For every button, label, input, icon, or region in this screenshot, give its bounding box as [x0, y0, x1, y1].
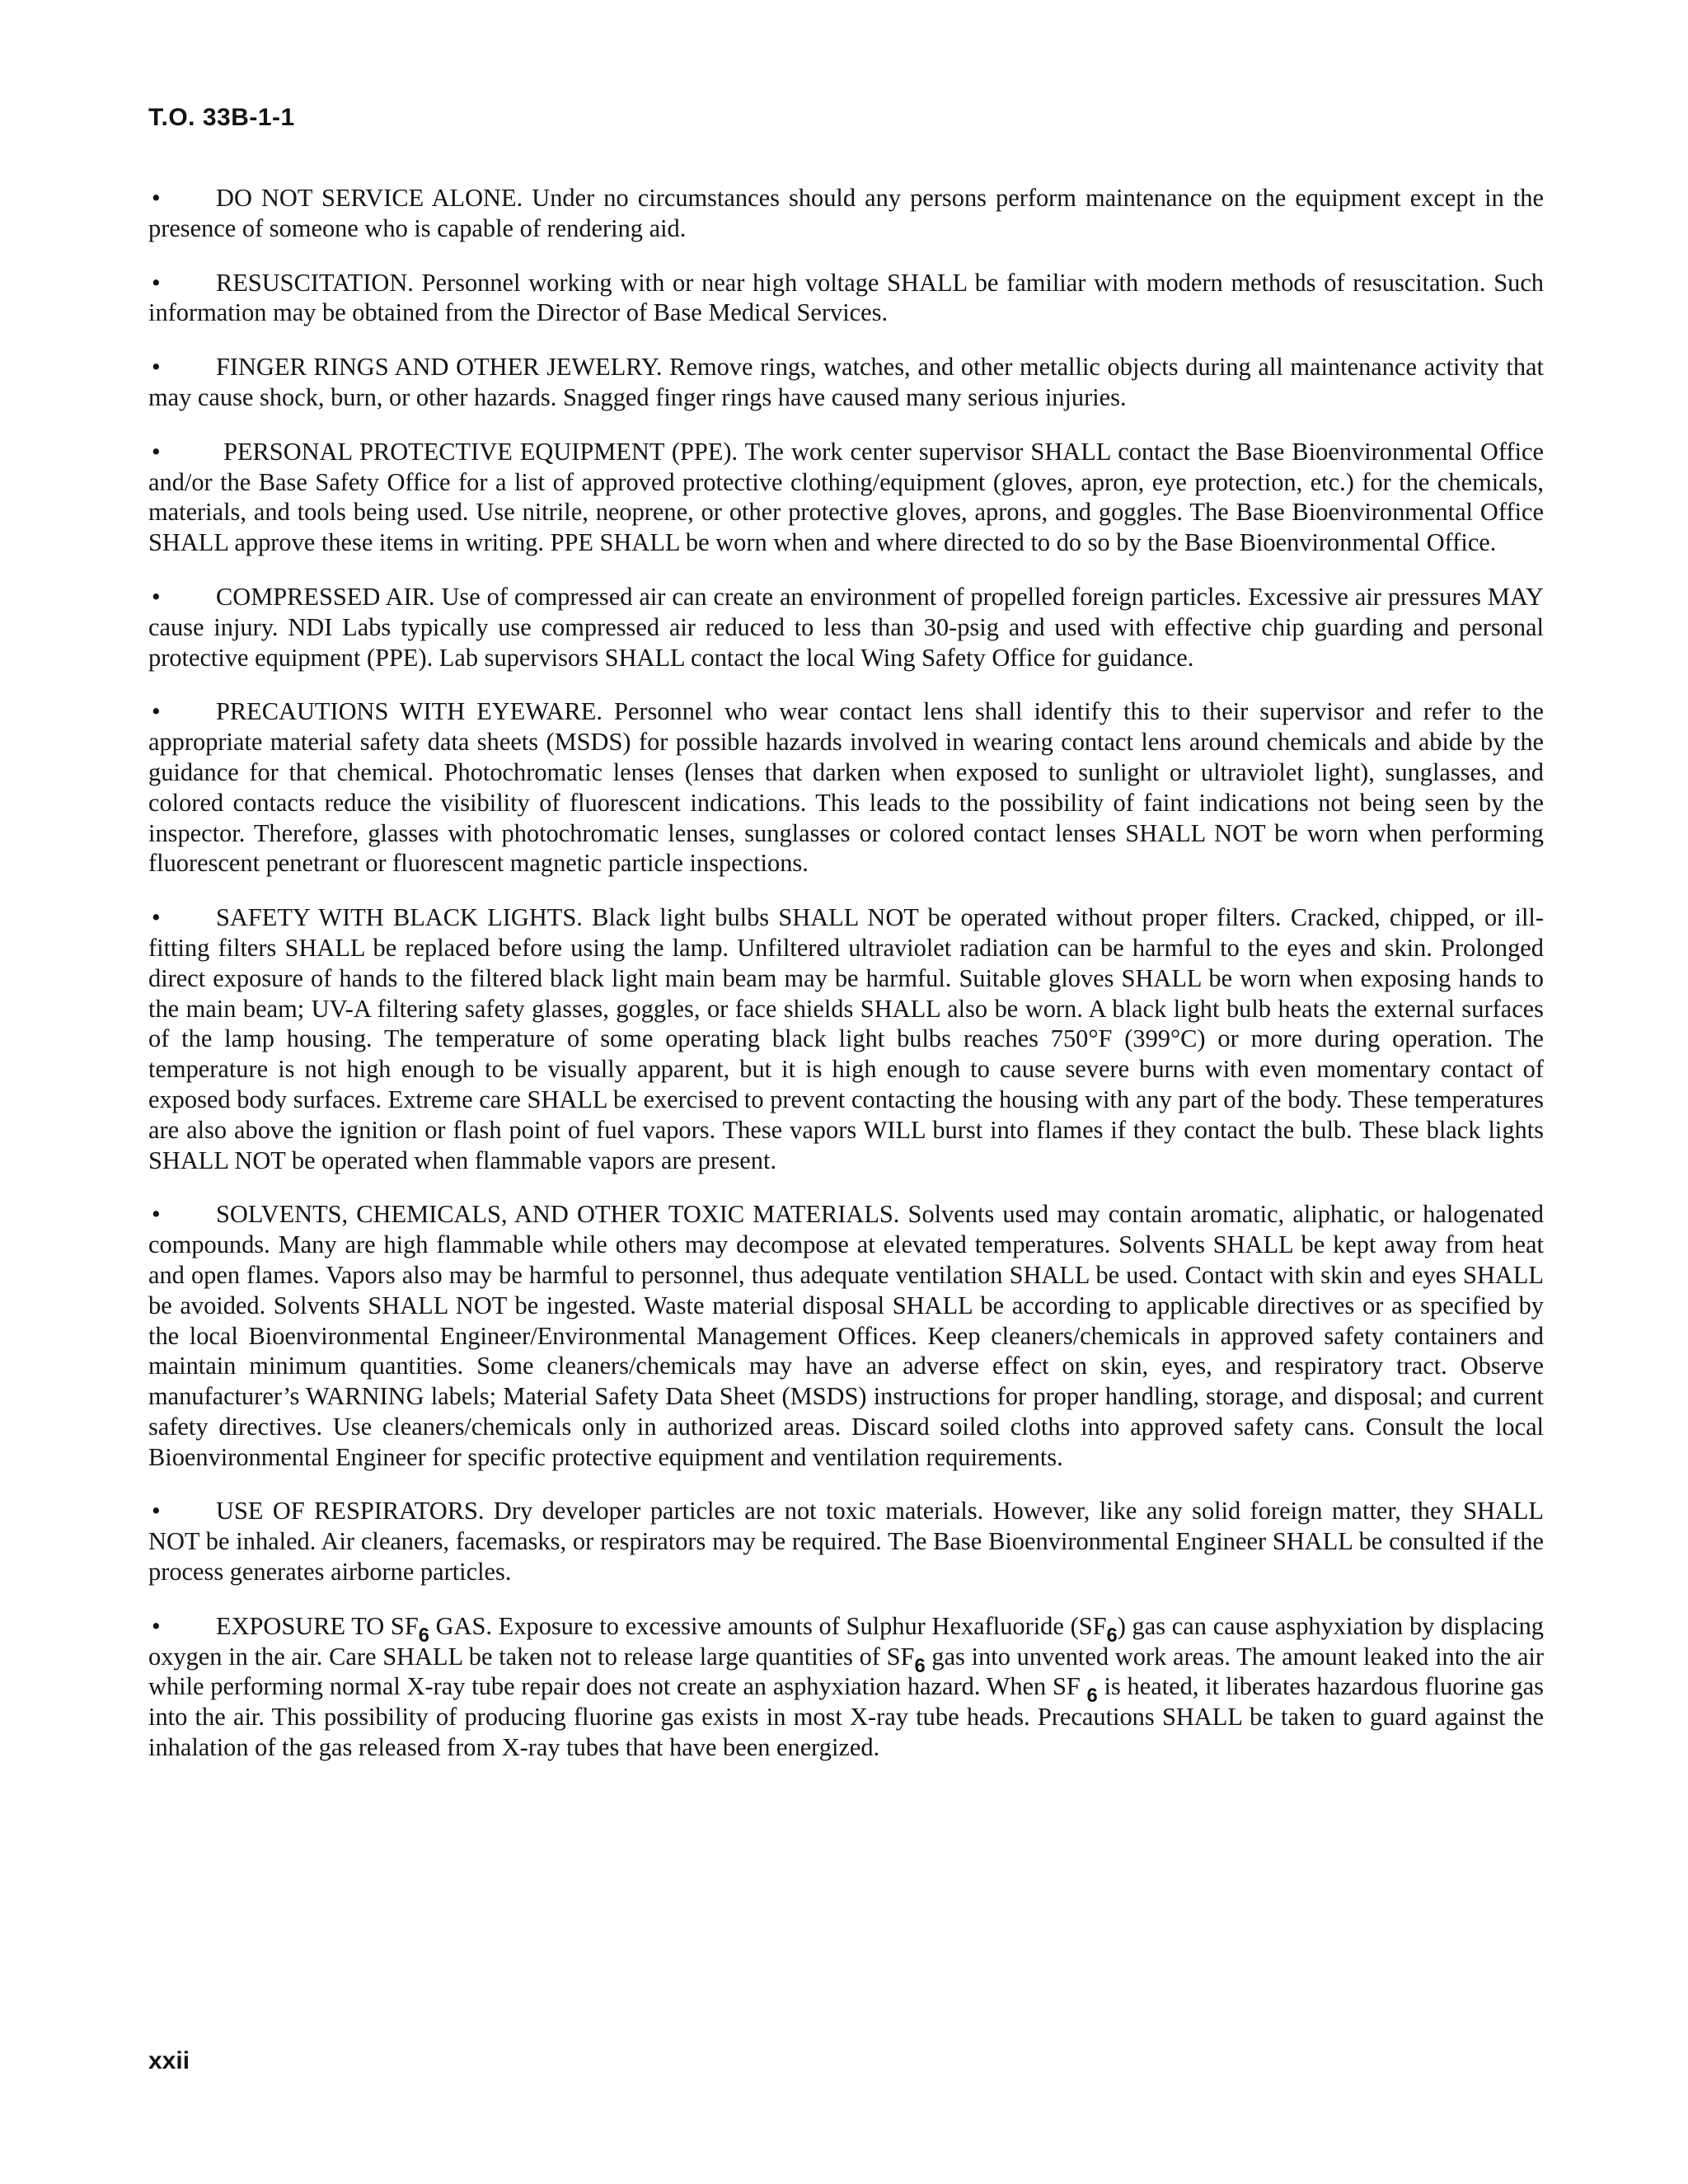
- warning-text: USE OF RESPIRATORS. Dry developer particles are not toxic materials. However, like any solid foreign matter, they SHALL NOT be inhaled. Air cleaners, facemasks, or respirators may be required. The Base Bioenvironmental Engineer SHALL be consulted if the process generates airborne particles.: [148, 1497, 1544, 1586]
- bullet: •: [152, 1611, 161, 1640]
- subscript-6: 6: [1086, 1685, 1098, 1708]
- bullet: •: [152, 1200, 161, 1229]
- document-id-header: T.O. 33B-1-1: [148, 104, 295, 131]
- warning-respirators: [148, 1496, 1544, 1586]
- subscript-6: 6: [1106, 1624, 1118, 1647]
- bullet: •: [152, 1497, 161, 1526]
- warning-eyeware: [148, 696, 1544, 879]
- warning-jewelry: [148, 352, 1544, 413]
- bullet: •: [152, 437, 161, 466]
- warning-ppe: [148, 437, 1544, 558]
- warning-resuscitation: [148, 268, 1544, 329]
- warning-text: FINGER RINGS AND OTHER JEWELRY. Remove rings, watches, and other metallic objects during all maintenance activity that may cause shock, burn, or other hazards. Snagged finger rings have caused many serious injuries.: [148, 353, 1544, 411]
- warning-text-part: EXPOSURE TO SF: [216, 1611, 419, 1640]
- warning-black-lights: [148, 902, 1544, 1175]
- warning-text: COMPRESSED AIR. Use of compressed air can create an environment of propelled foreign particles. Excessive air pressures MAY cause injury. NDI Labs typically use compressed air reduced to less than 30-psig and used with effective chip guarding and personal protective equipment (PPE). Lab supervisors SHALL contact the local Wing Safety Office for guidance.: [148, 582, 1544, 672]
- warning-text: PERSONAL PROTECTIVE EQUIPMENT (PPE). The work center supervisor SHALL contact the Base Bioenvironmental Office and/or the Base Safety Office for a list of approved protective clothing/equipment (gloves, apron, eye protection, etc.) for the chemicals, materials, and tools being used. Use nitrile, neoprene, or other protective gloves, aprons, and goggles. The Base Bioenvironmental Office SHALL approve these items in writing. PPE SHALL be worn when and where directed to do so by the Base Bioenvironmental Office.: [148, 437, 1544, 557]
- bullet: •: [152, 582, 161, 611]
- warning-text: RESUSCITATION. Personnel working with or near high voltage SHALL be familiar with modern methods of resuscitation. Such information may be obtained from the Director of Base Medical Services.: [148, 268, 1544, 327]
- warning-sf6-gas: [148, 1611, 1544, 1763]
- warning-service-alone: [148, 183, 1544, 244]
- warning-text-part: ) gas can cause asphyxiation by displacing oxygen in the air. Care SHALL be taken not to release large quantities of SF: [148, 1611, 1544, 1671]
- bullet: •: [152, 697, 161, 726]
- warning-text: SAFETY WITH BLACK LIGHTS. Black light bulbs SHALL NOT be operated without proper filters. Cracked, chipped, or ill-fitting filters SHALL be replaced before using the lamp. Unfiltered ultraviolet radiation can be harmful to the eyes and skin. Prolonged direct exposure of hands to the filtered black light main beam may be harmful. Suitable gloves SHALL be worn when exposing hands to the main beam; UV-A filtering safety glasses, goggles, or face shields SHALL also be worn. A black light bulb heats the external surfaces of the lamp housing. The temperature of some operating black light bulbs reaches 750°F (399°C) or more during operation. The temperature is not high enough to be visually apparent, but it is high enough to cause severe burns with even momentary contact of exposed body surfaces. Extreme care SHALL be exercised to prevent contacting the housing with any part of the body. These temperatures are also above the ignition or flash point of fuel vapors. These vapors WILL burst into flames if they contact the bulb. These black lights SHALL NOT be operated when flammable vapors are present.: [148, 903, 1544, 1174]
- bullet: •: [152, 903, 161, 932]
- bullet: •: [152, 184, 161, 212]
- warning-compressed-air: [148, 582, 1544, 673]
- warnings-list: [148, 183, 1544, 1787]
- warning-text-part: is heated, it liberates hazardous fluorine gas into the air. This possibility of producing fluorine gas exists in most X-ray tube heads. Precautions SHALL be taken to guard against the inhalation of the gas released from X-ray tubes that have been energized.: [148, 1672, 1544, 1762]
- subscript-6: 6: [914, 1655, 926, 1677]
- warning-text: DO NOT SERVICE ALONE. Under no circumstances should any persons perform maintenance on the equipment except in the presence of someone who is capable of rendering aid.: [148, 184, 1544, 242]
- warning-text: SOLVENTS, CHEMICALS, AND OTHER TOXIC MATERIALS. Solvents used may contain aromatic, aliphatic, or halogenated compounds. Many are high flammable while others may decompose at elevated temperatures. Solvents SHALL be kept away from heat and open flames. Vapors also may be harmful to personnel, thus adequate ventilation SHALL be used. Contact with skin and eyes SHALL be avoided. Solvents SHALL NOT be ingested. Waste material disposal SHALL be according to applicable directives or as specified by the local Bioenvironmental Engineer/Environmental Management Offices. Keep cleaners/chemicals in approved safety containers and maintain minimum quantities. Some cleaners/chemicals may have an adverse effect on skin, eyes, and respiratory tract. Observe manufacturer’s WARNING labels; Material Safety Data Sheet (MSDS) instructions for proper handling, storage, and disposal; and current safety directives. Use cleaners/chemicals only in authorized areas. Discard soiled cloths into approved safety cans. Consult the local Bioenvironmental Engineer for specific protective equipment and ventilation requirements.: [148, 1200, 1544, 1471]
- warning-text-part: GAS. Exposure to excessive amounts of Sulphur Hexafluoride (SF: [429, 1611, 1107, 1640]
- bullet: •: [152, 268, 161, 297]
- subscript-6: 6: [418, 1624, 429, 1647]
- warning-solvents: [148, 1199, 1544, 1472]
- page-number: xxii: [148, 2047, 190, 2074]
- warning-text-part: gas into unvented work areas. The amount leaked into the air while performing normal X-ray tube repair does not create an asphyxiation hazard. When SF: [148, 1642, 1544, 1701]
- bullet: •: [152, 353, 161, 382]
- warning-text: PRECAUTIONS WITH EYEWARE. Personnel who wear contact lens shall identify this to their supervisor and refer to the appropriate material safety data sheets (MSDS) for possible hazards involved in wearing contact lens around chemicals and abide by the guidance for that chemical. Photochromatic lenses (lenses that darken when exposed to sunlight or ultraviolet light), sunglasses, and colored contacts reduce the visibility of fluorescent indications. This leads to the possibility of faint indications not being seen by the inspector. Therefore, glasses with photochromatic lenses, sunglasses or colored contact lenses SHALL NOT be worn when performing fluorescent penetrant or fluorescent magnetic particle inspections.: [148, 697, 1544, 878]
